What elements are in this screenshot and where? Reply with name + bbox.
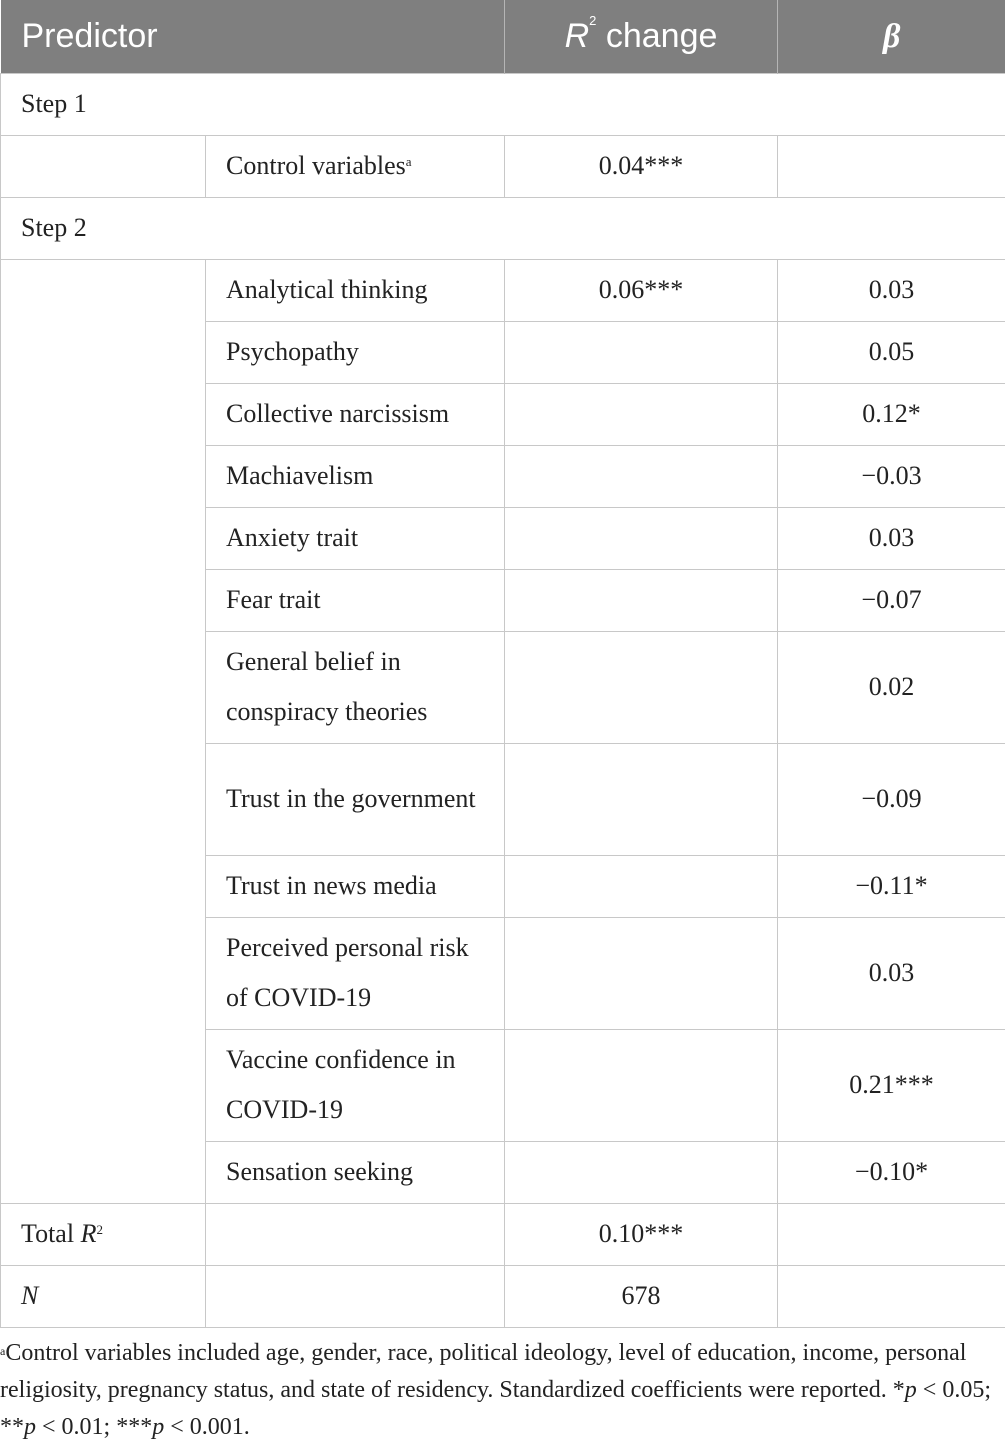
predictor-label: Perceived personal risk of COVID-19 xyxy=(206,917,505,1029)
header-predictor: Predictor xyxy=(1,0,505,73)
beta-value: 0.12* xyxy=(778,383,1005,445)
control-beta xyxy=(778,135,1005,197)
predictor-label: General belief in conspiracy theories xyxy=(206,631,505,743)
total-beta xyxy=(778,1203,1005,1265)
beta-value: −0.11* xyxy=(778,855,1005,917)
beta-value: 0.05 xyxy=(778,321,1005,383)
beta-value: −0.09 xyxy=(778,743,1005,855)
r2-change-value: 0.06*** xyxy=(505,259,778,321)
r2-change-value xyxy=(505,569,778,631)
beta-value: −0.10* xyxy=(778,1141,1005,1203)
beta-value: −0.03 xyxy=(778,445,1005,507)
beta-value: 0.03 xyxy=(778,259,1005,321)
indent-cell xyxy=(1,259,206,1203)
beta-value: −0.07 xyxy=(778,569,1005,631)
predictor-label: Trust in the government xyxy=(206,743,505,855)
predictor-label: Machiavelism xyxy=(206,445,505,507)
r2-change-value xyxy=(505,507,778,569)
header-r2-suffix: change xyxy=(596,16,718,55)
r2-change-value xyxy=(505,1141,778,1203)
n-label: N xyxy=(1,1265,206,1327)
n-empty xyxy=(206,1265,505,1327)
total-label: Total $R^2$ xyxy=(1,1203,206,1265)
r2-change-value xyxy=(505,383,778,445)
n-row xyxy=(1,1265,1005,1327)
beta-value: 0.03 xyxy=(778,507,1005,569)
header-r2-letter: R xyxy=(564,16,590,55)
control-r2: 0.04*** xyxy=(505,135,778,197)
header-beta: β xyxy=(883,17,901,55)
step1-label: Step 1 xyxy=(1,73,1005,135)
total-empty xyxy=(206,1203,505,1265)
r2-change-value xyxy=(505,743,778,855)
predictor-label: Psychopathy xyxy=(206,321,505,383)
n-beta xyxy=(778,1265,1005,1327)
predictor-label: Vaccine confidence in COVID-19 xyxy=(206,1029,505,1141)
beta-value: 0.03 xyxy=(778,917,1005,1029)
header-r2-sup: 2 xyxy=(589,12,597,28)
predictor-label: Fear trait xyxy=(206,569,505,631)
r2-change-value xyxy=(505,1029,778,1141)
r2-change-value xyxy=(505,445,778,507)
predictor-label: Analytical thinking xyxy=(206,259,505,321)
r2-change-value xyxy=(505,855,778,917)
control-label: Control variables$^a$ xyxy=(206,135,505,197)
total-row xyxy=(1,1203,1005,1265)
beta-value: 0.21*** xyxy=(778,1029,1005,1141)
control-row xyxy=(1,135,1005,197)
step2-label: Step 2 xyxy=(1,197,1005,259)
header-r2-change xyxy=(505,0,778,73)
table-footnote: $^a$Control variables included age, gender, race, political ideology, level of education, income, personal religiosity, pregnancy status, and state of residency. Standardized coefficients were reported. *p < 0.05; **p < 0.01; ***p < 0.001. xyxy=(0,1340,991,1440)
table-header-row xyxy=(1,0,1005,73)
r2-change-value xyxy=(505,321,778,383)
r2-change-value xyxy=(505,917,778,1029)
predictor-label: Anxiety trait xyxy=(206,507,505,569)
predictor-label: Trust in news media xyxy=(206,855,505,917)
predictor-label: Sensation seeking xyxy=(206,1141,505,1203)
predictor-label: Collective narcissism xyxy=(206,383,505,445)
n-value: 678 xyxy=(505,1265,778,1327)
indent-cell xyxy=(1,135,206,197)
r2-change-value xyxy=(505,631,778,743)
step1-row xyxy=(1,73,1005,135)
table-row xyxy=(1,259,1005,321)
beta-value: 0.02 xyxy=(778,631,1005,743)
total-r2: 0.10*** xyxy=(505,1203,778,1265)
step2-row xyxy=(1,197,1005,259)
